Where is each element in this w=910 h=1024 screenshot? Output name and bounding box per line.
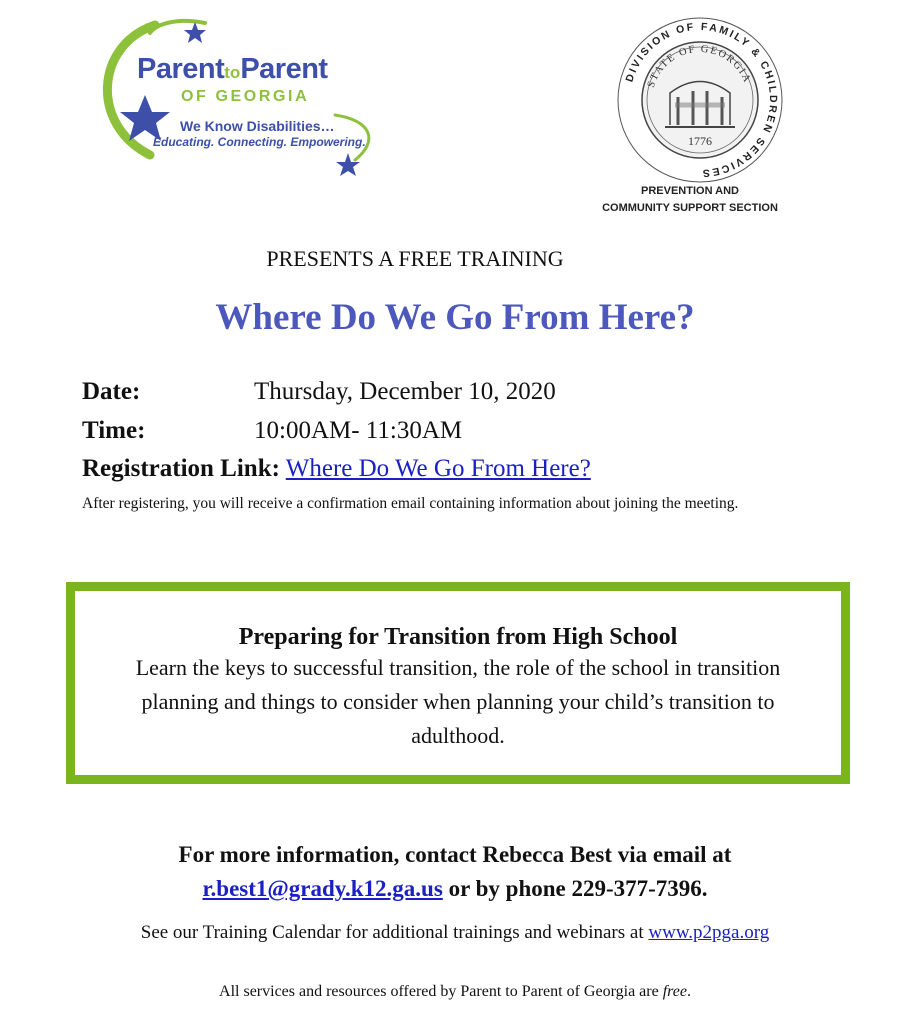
registration-note: After registering, you will receive a confirmation email containing information about joining the meeting. <box>82 495 739 512</box>
logo-slogan: Educating. Connecting. Empowering. <box>153 135 366 149</box>
seal-caption-line: COMMUNITY SUPPORT SECTION <box>602 202 778 214</box>
contact-email-link[interactable]: r.best1@grady.k12.ga.us <box>202 876 443 901</box>
svg-text:1776: 1776 <box>688 134 712 148</box>
star-icon <box>336 153 360 176</box>
calendar-text: See our Training Calendar for additional trainings and webinars at <box>140 922 649 943</box>
time-label: Time: <box>82 417 146 444</box>
svg-text:STATE OF GEORGIA: STATE OF GEORGIA <box>645 43 753 90</box>
seal-caption-line: PREVENTION AND <box>641 185 739 197</box>
logo-brand: ParenttoParent <box>137 53 328 85</box>
seal-graphic <box>615 15 785 185</box>
parent-to-parent-logo <box>95 15 395 185</box>
session-description: Learn the keys to successful transition, the role of the school in transition planning and things to consider when planning your child’s transition to adulthood. <box>135 655 781 748</box>
session-title: Preparing for Transition from High School <box>238 624 678 650</box>
date-label: Date: <box>82 378 141 405</box>
services-end: . <box>686 983 691 1000</box>
registration-link[interactable]: Where Do We Go From Here? <box>285 455 591 482</box>
logo-subtitle: OF GEORGIA <box>181 88 310 105</box>
presents-heading: PRESENTS A FREE TRAINING <box>266 246 564 271</box>
seal-caption <box>590 183 790 217</box>
contact-line: For more information, contact Rebecca Best via email at <box>178 842 732 867</box>
session-description-box <box>66 582 850 784</box>
logo-tagline: We Know Disabilities… <box>180 118 335 134</box>
time-row <box>82 417 462 445</box>
contact-info <box>0 838 910 906</box>
registration-row <box>82 455 591 483</box>
date-row <box>82 378 556 406</box>
dfcs-seal <box>615 15 785 185</box>
services-emphasis: free <box>662 983 687 1000</box>
website-link[interactable]: www.p2pga.org <box>648 922 770 943</box>
training-calendar-note <box>0 922 910 944</box>
page-title: Where Do We Go From Here? <box>215 297 695 338</box>
time-value: 10:00AM- 11:30AM <box>254 417 463 444</box>
contact-line-2 <box>0 872 910 906</box>
star-icon <box>184 22 206 43</box>
contact-phone: or by phone 229-377-7396. <box>442 876 708 901</box>
services-note <box>0 983 910 1001</box>
services-text: All services and resources offered by Parent to Parent of Georgia are <box>219 983 663 1000</box>
date-value: Thursday, December 10, 2020 <box>254 378 556 405</box>
registration-label: Registration Link: <box>82 455 280 482</box>
svg-text:DIVISION OF FAMILY & CHILDREN: DIVISION OF FAMILY & CHILDREN SERVICES <box>623 20 780 180</box>
